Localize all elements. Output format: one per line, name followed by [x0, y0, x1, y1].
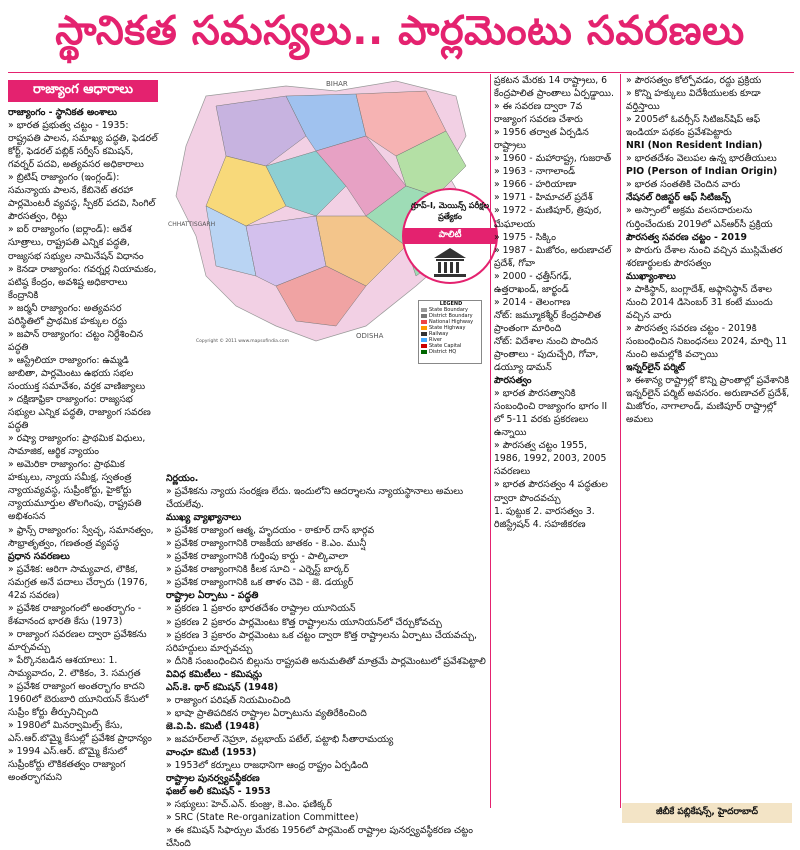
- legend-item: National Highway: [419, 319, 481, 325]
- col4-paragraph: » పౌరసత్వ చట్టం 1955, 1986, 1992, 2003, 2005 సవరణలు: [494, 440, 607, 478]
- col-center-paragraph: » ప్రకరణ 1 ప్రకారం భారతదేశం రాష్ట్రాల యూనియన్‌: [166, 603, 356, 615]
- col4-paragraph: » 1972 - మణిపూర్‌, త్రిపుర, మేఘాలయ: [494, 205, 602, 230]
- col5-paragraph: నేషనల్‌ రిజిస్టర్‌ ఆఫ్‌ సిటిజన్స్‌: [626, 192, 731, 204]
- map-legend: [418, 300, 482, 364]
- col4-paragraph: » 2014 - తెలంగాణ: [494, 296, 571, 308]
- col1-paragraph: » రష్యా రాజ్యాంగం: ప్రాథమిక విధులు, సామాజిక, ఆర్థిక న్యాయం: [8, 433, 146, 458]
- column-center: [166, 472, 486, 850]
- col-center-paragraph: » భాషా ప్రాతిపదికన రాష్ట్రాల ఏర్పాటును వ్యతిరేకించింది: [166, 707, 367, 719]
- col1-paragraph: » రాజ్యాంగ సవరణల ద్వారా ప్రవేశికను మార్చవచ్చు: [8, 628, 147, 653]
- col1-paragraph: » భారత ప్రభుత్వ చట్టం - 1935: రాష్ట్రపతి పాలన, సమాఖ్య పద్ధతి, ఫెడరల్‌ కోర్ట్‌, ఫెడరల్‌ పబ్లిక్‌ సర్వీస్‌ కమిషన్‌, గవర్నర్‌ పదవి, అత్యవసర అధికారాలు: [8, 120, 158, 171]
- column-5: [626, 74, 794, 794]
- col1-paragraph: » ఆస్ట్రేలియా రాజ్యాంగం: ఉమ్మడి జాబితా, పార్లమెంటు ఉభయ సభల సంయుక్త సమావేశం, వర్తక వాణిజ్యాలు: [8, 354, 146, 392]
- col1-paragraph: ప్రధాన సవరణలు: [8, 550, 70, 562]
- legend-item: Railway: [419, 331, 481, 337]
- col-center-paragraph: ముఖ్య వ్యాఖ్యానాలు: [166, 512, 242, 524]
- col1-paragraph: » ప్రవేశిక: ఆరిగా సామ్యవాద, లౌకిక, సమగ్రత అనే పదాలు చేర్చారు (1976, 42వ సవరణ): [8, 563, 148, 601]
- col4-paragraph: » 1963 - నాగాలాండ్‌: [494, 166, 576, 178]
- col1-paragraph: » బ్రిటిష్‌ రాజ్యాంగం (ఇంగ్లండ్‌): సమన్యాయ పాలన, కేబినెట్‌ తరహా పార్లమెంటరీ వ్యవస్థ, స్పీకర్‌ పదవి, సింగిల్‌ పౌరసత్వం, రిట్లు: [8, 172, 156, 223]
- col5-paragraph: » పొరుగు దేశాల నుంచి వచ్చిన ముస్లిమేతర శరణార్థులకు పౌరసత్వం: [626, 244, 783, 269]
- col5-paragraph: ముఖ్యాంశాలు: [626, 270, 676, 282]
- col5-paragraph: పౌరసత్వ సవరణ చట్టం - 2019: [626, 231, 747, 243]
- col1-paragraph: » ఐర్‌ రాజ్యాంగం (ఐర్లాండ్‌): ఆదేశ సూత్రాలు, రాష్ట్రపతి ఎన్నిక పద్ధతి, రాజ్యసభ సభ్యుల నామినేషన్‌ విధానం: [8, 224, 144, 262]
- col-center-paragraph: ఫజల్‌ అలీ కమిషన్‌ - 1953: [166, 786, 271, 798]
- col-center-paragraph: » ప్రవేశిక రాజ్యాంగానికి ఒక తాళం చెవి - జె. డయ్యర్‌: [166, 577, 354, 589]
- col4-paragraph: నోట్‌: విదేశాల నుంచి పొందిన ప్రాంతాలు - పుదుచ్చేరి, గోవా, డయ్యూ డామన్‌: [494, 335, 599, 374]
- column-1: [8, 106, 158, 806]
- column-divider: [620, 74, 621, 808]
- col4-paragraph: » 1966 - హరియాణా: [494, 179, 577, 191]
- col1-paragraph: » అమెరికా రాజ్యాంగం: ప్రాథమిక హక్కులు, న్యాయ సమీక్ష, స్వతంత్ర న్యాయవ్యవస్థ, సుప్రీంకోర్టు, హైకోర్టు న్యాయమూర్తుల తొలగింపు, రాష్ట్రపతి అభిశంసన: [8, 459, 142, 523]
- col5-paragraph: » భారత సంతతికి చెందిన వారు: [626, 179, 741, 191]
- col4-paragraph: » భారత పౌరసత్వానికి సంబంధించి రాజ్యాంగం భాగం II లో 5-11 వరకు ప్రకరణలు ఉన్నాయి: [494, 388, 608, 439]
- map-south-label: ODISHA: [356, 332, 384, 340]
- emblem-caption: గ్రూప్‌-I, మెయిన్స్‌ పరీక్షల ప్రత్యేకం: [410, 201, 490, 221]
- col5-paragraph: » పౌరసత్వ సవరణ చట్టం - 2019కి సంబంధించిన నిబంధనలు 2024, మార్చి 11 నుంచి అమల్లోకి వచ్చాయి: [626, 322, 788, 360]
- col1-paragraph: రాజ్యాంగం - స్థానికత అంశాలు: [8, 107, 117, 118]
- col4-paragraph: » 2000 - ఛత్తీస్‌గఢ్‌, ఉత్తరాఖండ్‌, జార్ఖండ్‌: [494, 270, 572, 295]
- col-center-paragraph: » ప్రకరణ 2 ప్రకారం పార్లమెంటు కొత్త రాష్ట్రాలను యూనియన్‌లో చేర్చుకోవచ్చు: [166, 616, 442, 628]
- col-center-paragraph: వాంఛూ కమిటీ (1953): [166, 746, 257, 758]
- col4-paragraph: » 1975 - సిక్కిం: [494, 231, 556, 243]
- headline: స్థానికత సమస్యలు.. పార్లమెంటు సవరణలు: [55, 8, 745, 54]
- col1-paragraph: » దక్షిణాఫ్రికా రాజ్యాంగం: రాజ్యసభ సభ్యుల ఎన్నిక పద్ధతి, రాజ్యాంగ సవరణ పద్ధతి: [8, 394, 151, 432]
- col1-paragraph: » 1980లో మినర్వామిల్స్‌ కేసు, ఎస్‌.ఆర్‌.బొమ్మై కేసుల్లో ప్రవేశిక ప్రాధాన్యం: [8, 720, 152, 745]
- publisher-footer: జీబీకే పబ్లికేషన్స్‌, హైదరాబాద్‌: [622, 803, 792, 823]
- col5-paragraph: » పాకిస్థాన్‌, బంగ్లాదేశ్‌, అఫ్గానిస్థాన్‌ దేశాల నుంచి 2014 డిసెంబర్‌ 31 కంటే ముందు వచ్చిన వారు: [626, 283, 773, 321]
- col4-paragraph: » 1987 - మిజోరం, అరుణాచల్‌ ప్రదేశ్‌, గోవా: [494, 244, 612, 269]
- col-center-paragraph: » సభ్యులు: హెచ్‌.ఎన్‌. కుంజ్రు, కె.ఎం. ఫణిక్కర్‌: [166, 799, 332, 811]
- col4-paragraph: ప్రకటన మేరకు 14 రాష్ట్రాలు, 6 కేంద్రపాలిత ప్రాంతాలు ఏర్పడ్డాయి.: [494, 75, 614, 100]
- col1-paragraph: » ప్రవేశిక రాజ్యాంగంలో అంతర్భాగం - కేశవానంద భారతి కేసు (1973): [8, 602, 142, 627]
- col5-paragraph: ఇన్నర్‌లైన్‌ పర్మిట్‌: [626, 362, 685, 374]
- col-center-paragraph: వివిధ కమిటీలు - కమిషన్లు: [166, 668, 263, 680]
- col4-paragraph: పౌరసత్వం: [494, 375, 532, 387]
- map-north-label: BIHAR: [326, 80, 348, 88]
- col5-paragraph: » 2005లో ఓవర్సీస్‌ సిటిజన్‌షిప్‌ ఆఫ్‌ ఇండియా పథకం ప్రవేశపెట్టారు: [626, 114, 761, 139]
- col-center-paragraph: » ఈ కమిషన్‌ సిఫార్సుల మేరకు 1956లో పార్లమెంట్‌ రాష్ట్రాల పునర్వ్యవస్థీకరణ చట్టం చేసింది: [166, 825, 474, 850]
- legend-item: River: [419, 337, 481, 343]
- legend-item: State Capital: [419, 343, 481, 349]
- col-center-paragraph: ఎస్‌.కె. థార్‌ కమిషన్‌ (1948): [166, 681, 279, 693]
- emblem-policy-label: పాలిటీ: [404, 228, 496, 244]
- col4-paragraph: » 1956 తర్వాత ఏర్పడిన రాష్ట్రాలు: [494, 127, 589, 152]
- map-west-label: CHHATTISGARH: [168, 221, 216, 228]
- col-center-paragraph: » దీనికి సంబంధించిన బిల్లును రాష్ట్రపతి అనుమతితో మాత్రమే పార్లమెంటులో ప్రవేశపెట్టాలి: [166, 655, 486, 667]
- col4-paragraph: 1. పుట్టుక 2. వారసత్వం 3. రిజిస్ట్రేషన్‌ 4. సహజీకరణ: [494, 505, 595, 530]
- col-center-paragraph: రాష్ట్రాల పునర్వ్యవస్థీకరణ: [166, 773, 260, 785]
- col-center-paragraph: » ప్రకరణ 3 ప్రకారం పార్లమెంటు ఒక చట్టం ద్వారా కొత్త రాష్ట్రాలను ఏర్పాటు చేయవచ్చు, సరిహద్దులు మార్చవచ్చు: [166, 629, 477, 654]
- column-4: [494, 74, 614, 808]
- headline-rule: [8, 72, 794, 73]
- col5-paragraph: NRI (Non Resident Indian): [626, 140, 763, 152]
- column-divider: [490, 74, 491, 808]
- col-center-paragraph: జె.వి.పి. కమిటీ (1948): [166, 720, 260, 732]
- col1-paragraph: » ప్రవేశిక రాజ్యాంగ అంతర్భాగం కాదని 1960లో బెరుబారి యూనియన్‌ కేసులో సుప్రీం కోర్టు తీర్పునిచ్చింది: [8, 681, 149, 719]
- col-center-paragraph: » 1953లో కర్నూలు రాజధానిగా ఆంధ్ర రాష్ట్రం ఏర్పడింది: [166, 760, 369, 772]
- legend-item: District Boundary: [419, 313, 481, 319]
- col1-paragraph: » 1994 ఎస్‌.ఆర్‌. బొమ్మై కేసులో సుప్రీంకోర్టు లౌకికతత్వం రాజ్యాంగ అంతర్భాగమని: [8, 746, 127, 784]
- col-center-paragraph: » జవహర్‌లాల్‌ నెహ్రూ, వల్లభాయ్‌ పటేల్‌, పట్టాభి సీతారామయ్య: [166, 733, 394, 745]
- col-center-paragraph: » ప్రవేశిక రాజ్యాంగానికి రాజకీయ జాతకం - కె.ఎం. మున్షీ: [166, 538, 367, 550]
- legend-item: District HQ: [419, 349, 481, 355]
- col1-paragraph: » కెనడా రాజ్యాంగం: గవర్నర్ల నియామకం, పటిష్ఠ కేంద్రం, అవశిష్ట అధికారాలు కేంద్రానికి: [8, 263, 157, 301]
- col-center-paragraph: » రాజ్యాంగ పరిషత్‌ నియమించింది: [166, 694, 291, 706]
- col5-paragraph: PIO (Person of Indian Origin): [626, 166, 778, 178]
- col-center-paragraph: » ప్రవేశిక రాజ్యాంగ ఆత్మ, హృదయం - ఠాకూర్‌ దాస్‌ భార్గవ: [166, 525, 375, 537]
- col5-paragraph: » భారతదేశం వెలుపల ఉన్న భారతీయులు: [626, 153, 777, 165]
- parliament-icon: [430, 246, 470, 278]
- col5-paragraph: » కొన్ని హక్కులు విదేశీయులకు కూడా వర్తిస్తాయి: [626, 88, 761, 113]
- section-badge: రాజ్యాంగ ఆధారాలు: [8, 80, 158, 102]
- col-center-paragraph: » ప్రవేశిక రాజ్యాంగానికి కీలక సూచి - ఎర్నెస్ట్‌ బార్కర్‌: [166, 564, 349, 576]
- col-center-paragraph: నిర్ణయం.: [166, 473, 199, 484]
- col4-paragraph: » 1960 - మహారాష్ట్ర, గుజరాత్‌: [494, 153, 612, 165]
- col4-paragraph: » 1971 - హిమాచల్‌ ప్రదేశ్‌: [494, 192, 593, 204]
- col-center-paragraph: » SRC (State Re-organization Committee): [166, 812, 359, 824]
- map-credit: Copyright © 2011 www.mapsofindia.com: [196, 339, 289, 344]
- col1-paragraph: » పేర్కొనబడిన ఆశయాలు: 1. సామ్యవాదం, 2. లౌకికం, 3. సమగ్రత: [8, 654, 141, 680]
- col4-paragraph: » భారత పౌరసత్వం 4 పద్ధతుల ద్వారా పొందవచ్చు: [494, 479, 608, 504]
- col-center-paragraph: రాష్ట్రాల ఏర్పాటు - పద్ధతి: [166, 590, 259, 602]
- col1-paragraph: » ఫ్రాన్స్‌ రాజ్యాంగం: స్వేచ్ఛ, సమానత్వం, సౌభ్రాతృత్వం, గణతంత్ర వ్యవస్థ: [8, 524, 154, 549]
- legend-item: State Boundary: [419, 307, 481, 313]
- policy-emblem: [402, 188, 498, 284]
- col1-paragraph: » జర్మనీ రాజ్యాంగం: అత్యవసర పరిస్థితిలో ప్రాథమిక హక్కుల రద్దు: [8, 302, 128, 327]
- col4-paragraph: » ఈ సవరణ ద్వారా 7వ రాజ్యాంగ సవరణ చేశారు: [494, 101, 583, 126]
- col-center-paragraph: » ప్రవేశిక రాజ్యాంగానికి గుర్తింపు కార్డు - పాల్కివాలా: [166, 551, 349, 563]
- col5-paragraph: » ఈశాన్య రాష్ట్రాల్లో కొన్ని ప్రాంతాల్లో ప్రవేశానికి ఇన్నర్‌లైన్‌ పర్మిట్‌ అవసరం. అరుణాచల్‌ ప్రదేశ్‌, మిజోరం, నాగాలాండ్‌, మణిపూర్‌ రాష్ట్రాల్లో అమలు: [626, 375, 790, 426]
- col5-paragraph: » పౌరసత్వం కోల్పోవడం, రద్దు ప్రక్రియ: [626, 75, 762, 86]
- col4-paragraph: నోట్‌: జమ్మూకశ్మీర్‌ కేంద్రపాలిత ప్రాంతంగా మారింది: [494, 309, 602, 334]
- col5-paragraph: » అస్సాంలో అక్రమ వలసదారులను గుర్తించేందుకు 2019లో ఎన్‌ఆర్‌సీ ప్రక్రియ: [626, 205, 773, 230]
- col-center-paragraph: » ప్రవేశికను న్యాయ సంరక్షణ లేదు. ఇందులోని ఆదర్శాలను న్యాయస్థానాలు అమలు చేయలేవు.: [166, 486, 464, 511]
- legend-title: LEGEND: [439, 301, 463, 307]
- legend-item: State Highway: [419, 325, 481, 331]
- col1-paragraph: » జపాన్‌ రాజ్యాంగం: చట్టం నిర్దేశించిన పద్ధతి: [8, 328, 144, 353]
